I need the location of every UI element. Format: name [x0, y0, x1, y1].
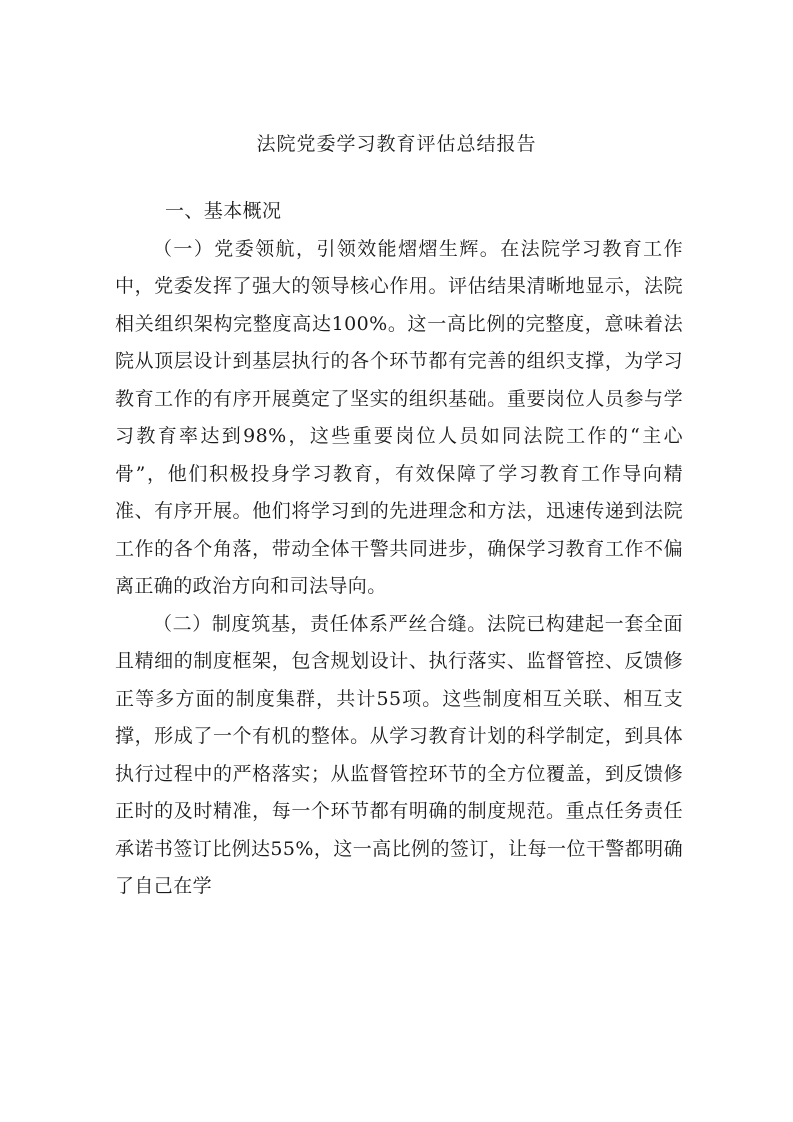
document-title: 法院党委学习教育评估总结报告 [256, 133, 537, 155]
paragraph-institutional-foundation: （二）制度筑基，责任体系严丝合缝。法院已构建起一套全面且精细的制度框架，包含规划设计、执行落实、监督管控、反馈修正等多方面的制度集群，共计55项。这些制度相互关联、相互支撑，形成了一个有机的整体。从学习教育计划的科学制定，到具体执行过程中的严格落实；从监督管控环节的全方位覆盖，到反馈修正时的及时精准，每一个环节都有明确的制度规范。重点任务责任承诺书签订比例达55%，这一高比例的签订，让每一位干警都明确了自己在学 [115, 612, 683, 897]
document-body [115, 193, 683, 906]
paragraph-party-leadership: （一）党委领航，引领效能熠熠生辉。在法院学习教育工作中，党委发挥了强大的领导核心作用。评估结果清晰地显示，法院相关组织架构完整度高达100%。这一高比例的完整度，意味着法院从顶层设计到基层执行的各个环节都有完善的组织支撑，为学习教育工作的有序开展奠定了坚实的组织基础。重要岗位人员参与学习教育率达到98%，这些重要岗位人员如同法院工作的“主心骨”，他们积极投身学习教育，有效保障了学习教育工作导向精准、有序开展。他们将学习到的先进理念和方法，迅速传递到法院工作的各个角落，带动全体干警共同进步，确保学习教育工作不偏离正确的政治方向和司法导向。 [115, 237, 683, 597]
section-heading-basic-overview: 一、基本概况 [165, 200, 282, 222]
